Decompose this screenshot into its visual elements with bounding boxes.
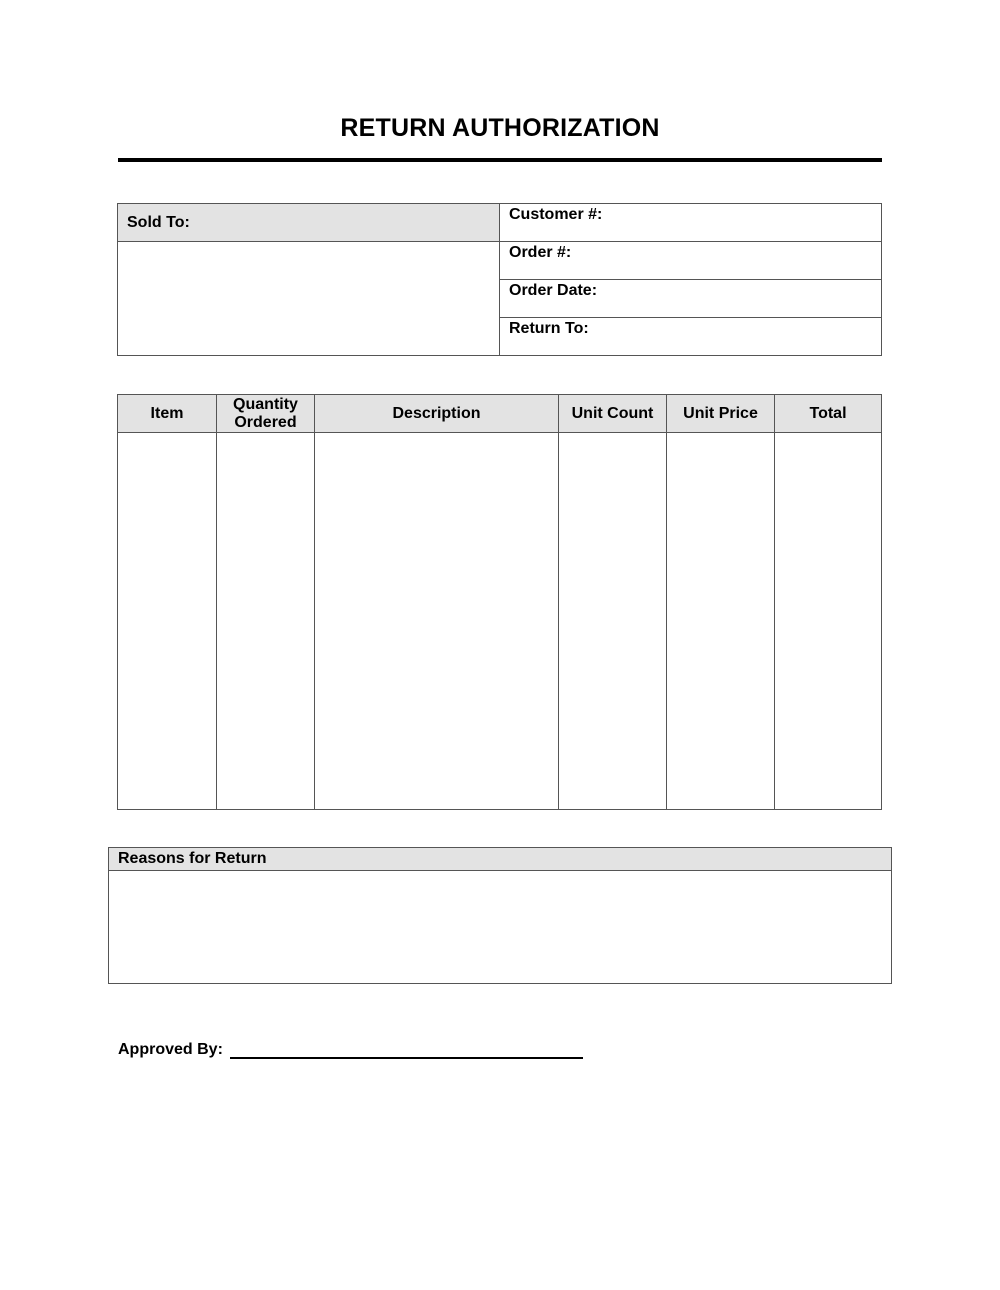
reasons-field[interactable]	[109, 871, 891, 983]
unit-count-column[interactable]	[559, 395, 667, 809]
total-column[interactable]	[775, 395, 881, 809]
return-to-field[interactable]	[500, 318, 881, 356]
customer-number-label: Customer #:	[509, 206, 603, 223]
return-to-label: Return To:	[509, 320, 589, 337]
order-number-field[interactable]	[500, 242, 881, 280]
quantity-ordered-column-header: Quantity Ordered	[233, 396, 298, 431]
sold-to-label: Sold To:	[127, 214, 190, 231]
unit-price-column-header: Unit Price	[683, 405, 758, 422]
reasons-header	[109, 848, 891, 871]
page-title: RETURN AUTHORIZATION	[340, 114, 660, 142]
sold-to-field[interactable]	[118, 242, 500, 355]
sold-to-header	[118, 204, 500, 242]
order-date-field[interactable]	[500, 280, 881, 318]
description-column[interactable]	[315, 395, 559, 809]
unit-price-column[interactable]	[667, 395, 775, 809]
items-table	[117, 394, 882, 810]
reasons-label: Reasons for Return	[118, 850, 267, 867]
approved-by-signature-line[interactable]	[230, 1057, 583, 1059]
title-divider	[118, 158, 882, 162]
quantity-ordered-column[interactable]	[217, 395, 315, 809]
order-info-table	[117, 203, 882, 356]
order-number-label: Order #:	[509, 244, 572, 261]
item-column[interactable]	[118, 395, 217, 809]
unit-count-column-header: Unit Count	[571, 405, 654, 422]
approved-by-label: Approved By:	[118, 1041, 223, 1058]
total-column-header: Total	[809, 405, 847, 422]
item-column-header: Item	[150, 405, 184, 422]
reasons-for-return-box	[108, 847, 892, 984]
order-date-label: Order Date:	[509, 282, 598, 299]
description-column-header: Description	[392, 405, 481, 422]
customer-number-field[interactable]	[500, 204, 881, 242]
